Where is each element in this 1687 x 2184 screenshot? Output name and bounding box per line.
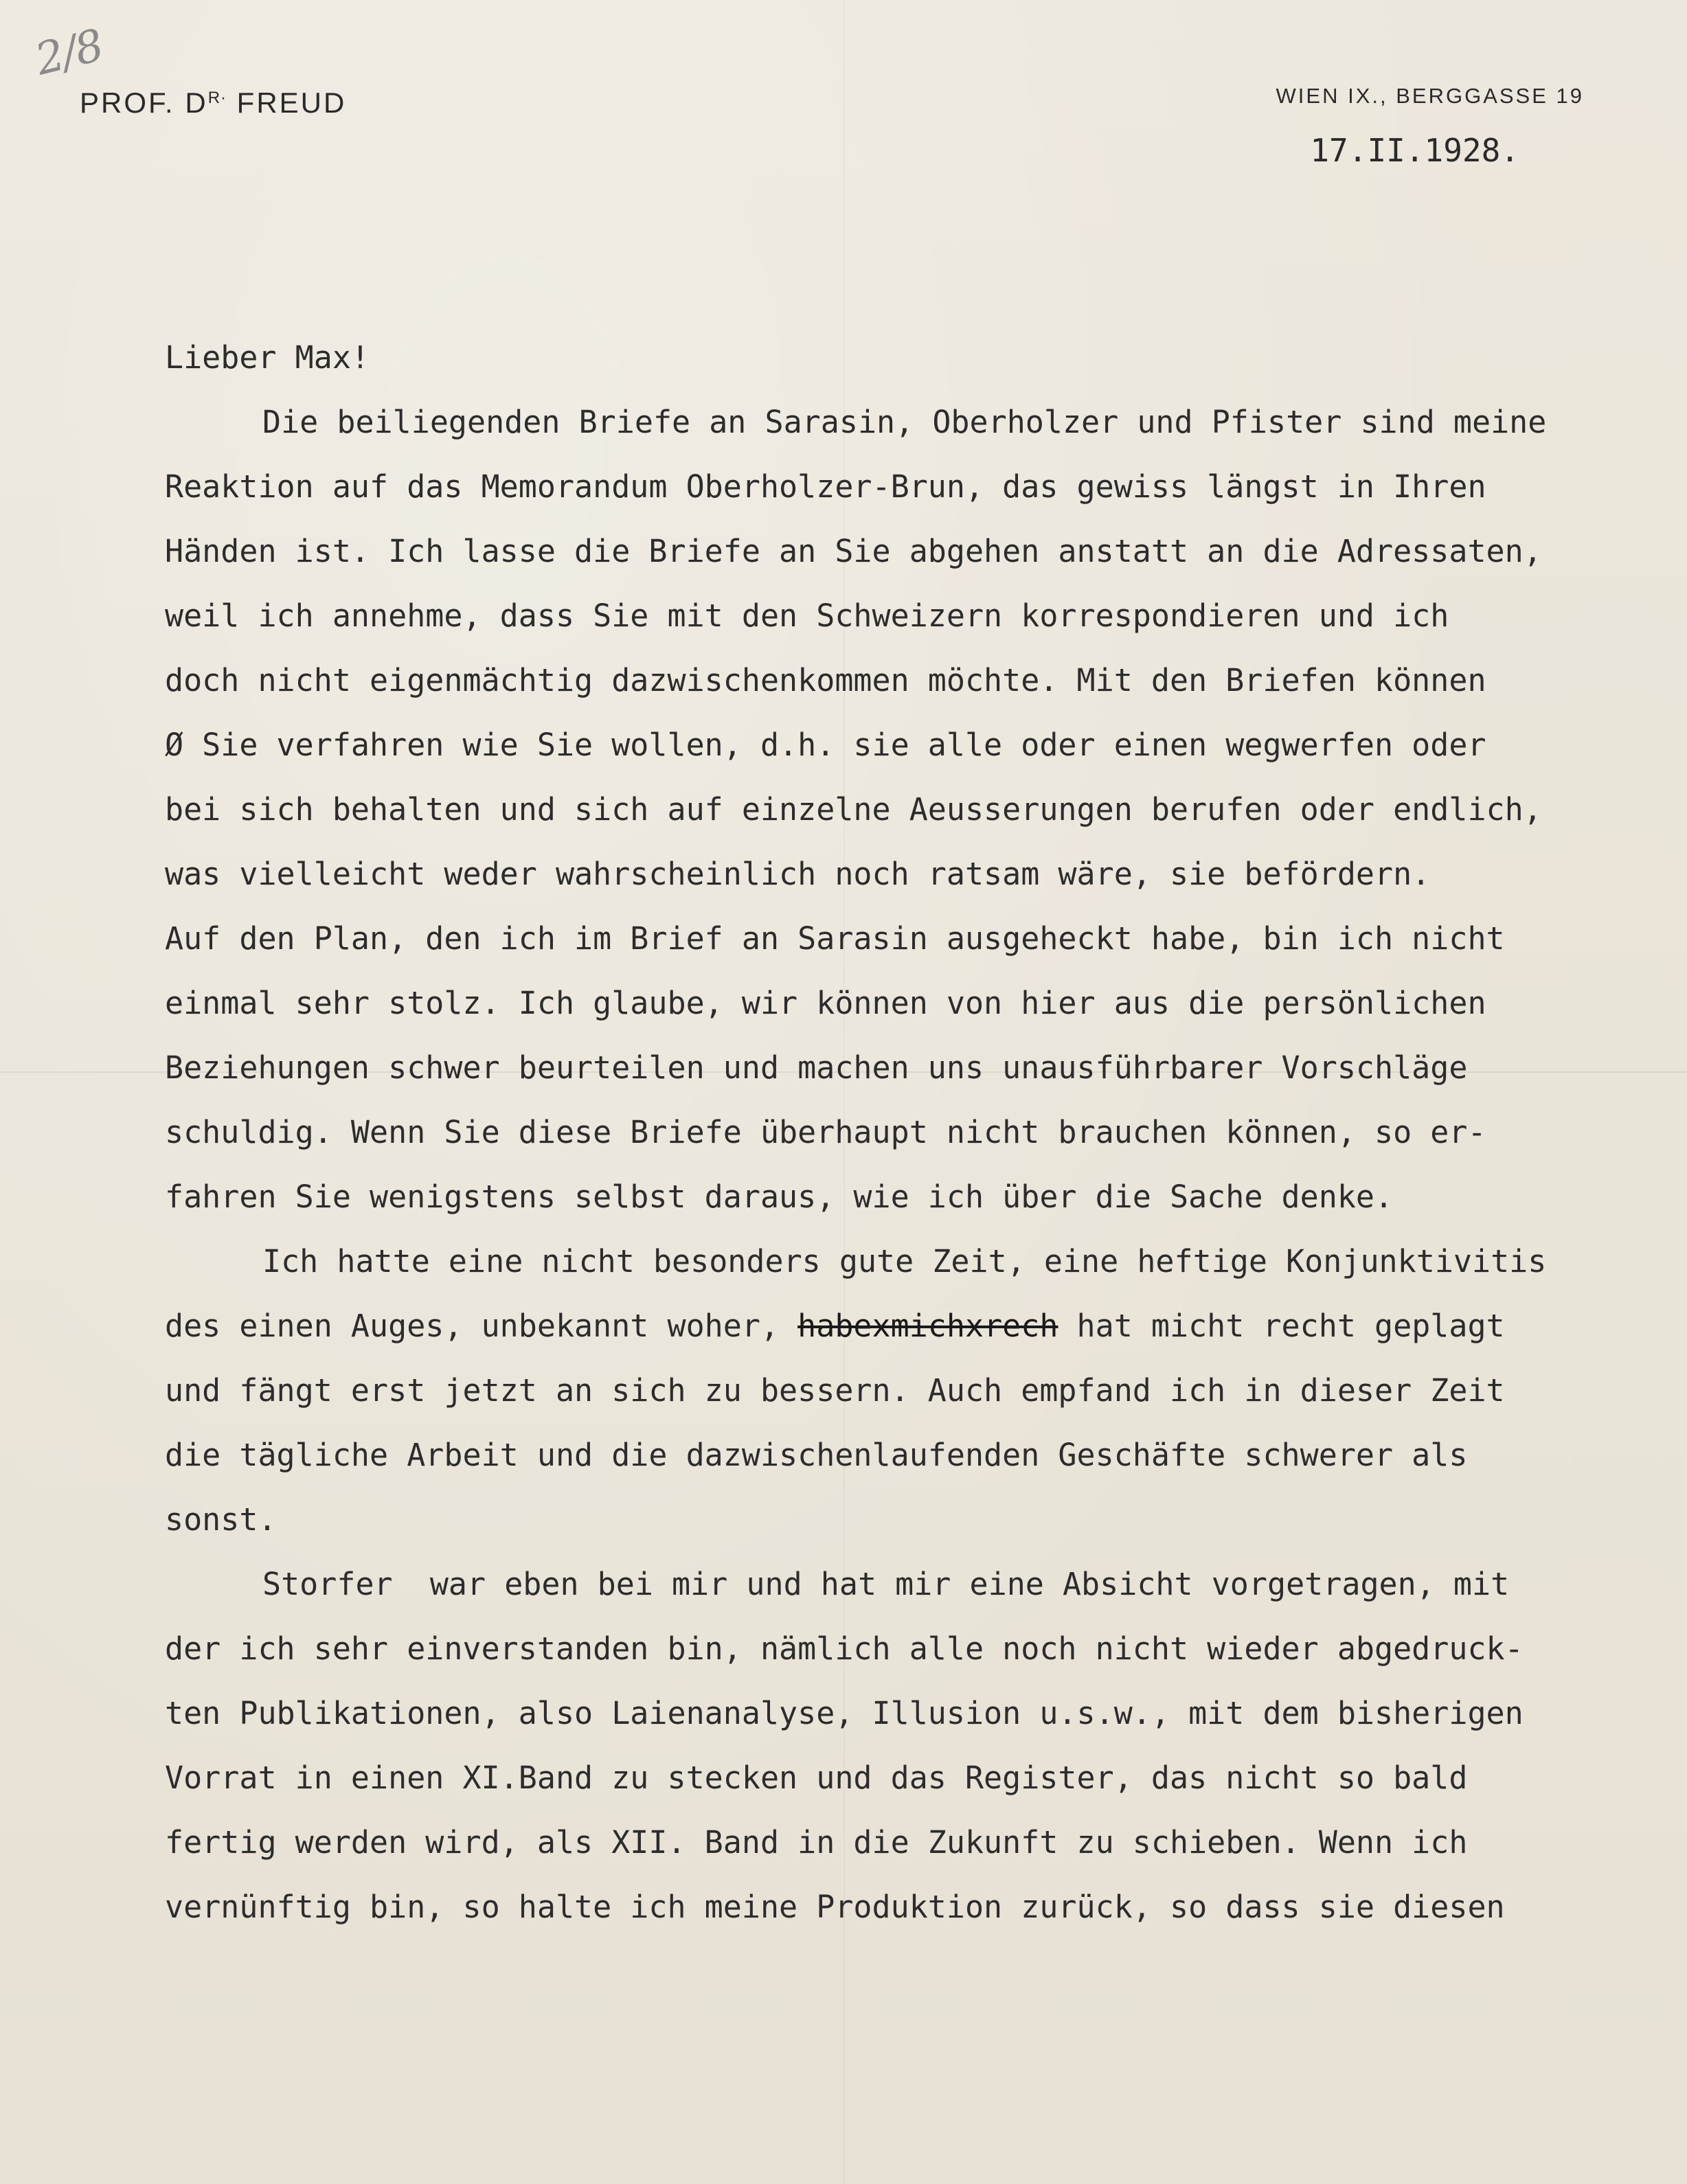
body-line: und fängt erst jetzt an sich zu bessern. Auch empfand ich in dieser Zeit [165,1372,1505,1409]
body-line: weil ich annehme, dass Sie mit den Schweizern korrespondieren und ich [165,598,1449,634]
struck-out-text: habexmichxrech [797,1308,1058,1344]
letterhead-name [80,87,346,120]
body-line: Vorrat in einen XI.Band zu stecken und das Register, das nicht so bald [165,1760,1468,1796]
body-line: Storfer war eben bei mir und hat mir eine Absicht vorgetragen, mit [262,1566,1510,1602]
letter-date: 17.II.1928. [1310,132,1519,169]
body-line: was vielleicht weder wahrscheinlich noch ratsam wäre, sie befördern. [165,856,1431,892]
body-line: der ich sehr einverstanden bin, nämlich alle noch nicht wieder abgedruck- [165,1630,1524,1667]
letter-body [165,326,1607,1940]
body-text-fragment: hat micht recht geplagt [1058,1308,1505,1344]
body-line: die tägliche Arbeit und die dazwischenlaufenden Geschäfte schwerer als [165,1437,1468,1473]
body-line: schuldig. Wenn Sie diese Briefe überhaupt nicht brauchen können, so er- [165,1114,1486,1150]
body-line: sonst. [165,1501,277,1538]
body-line: Ich hatte eine nicht besonders gute Zeit, eine heftige Konjunktivitis [262,1243,1547,1279]
body-line: Reaktion auf das Memorandum Oberholzer-Brun, das gewiss längst in Ihren [165,468,1486,505]
body-line-with-strikeout [165,1294,1607,1358]
letterhead-title-sup: R· [207,89,227,107]
body-line: einmal sehr stolz. Ich glaube, wir können von hier aus die persönlichen [165,985,1486,1021]
letterhead-address: WIEN IX., BERGGASSE 19 [1276,84,1584,108]
body-line: doch nicht eigenmächtig dazwischenkommen möchte. Mit den Briefen können [165,662,1486,698]
body-line: bei sich behalten und sich auf einzelne Aeusserungen berufen oder endlich, [165,791,1542,828]
body-line: fertig werden wird, als XII. Band in die Zukunft zu schieben. Wenn ich [165,1824,1468,1861]
body-line: Die beiliegenden Briefe an Sarasin, Oberholzer und Pfister sind meine [262,404,1547,440]
body-line: Auf den Plan, den ich im Brief an Sarasin ausgeheckt habe, bin ich nicht [165,920,1505,957]
body-line: Händen ist. Ich lasse die Briefe an Sie abgehen anstatt an die Adressaten, [165,533,1542,569]
archive-number: 2/8 [30,20,108,86]
body-line: ten Publikationen, also Laienanalyse, Illusion u.s.w., mit dem bisherigen [165,1695,1524,1731]
body-line: Beziehungen schwer beurteilen und machen uns unausführbarer Vorschläge [165,1049,1468,1086]
body-line: fahren Sie wenigstens selbst daraus, wie ich über die Sache denke. [165,1179,1394,1215]
salutation: Lieber Max! [165,339,370,376]
body-line: Ø Sie verfahren wie Sie wollen, d.h. sie alle oder einen wegwerfen oder [165,727,1486,763]
letterhead-name-suffix: FREUD [227,87,347,119]
letterhead-name-prefix: PROF. D [80,87,208,119]
body-line: vernünftig bin, so halte ich meine Produktion zurück, so dass sie diesen [165,1889,1505,1925]
body-text-fragment: des einen Auges, unbekannt woher, [165,1308,798,1344]
